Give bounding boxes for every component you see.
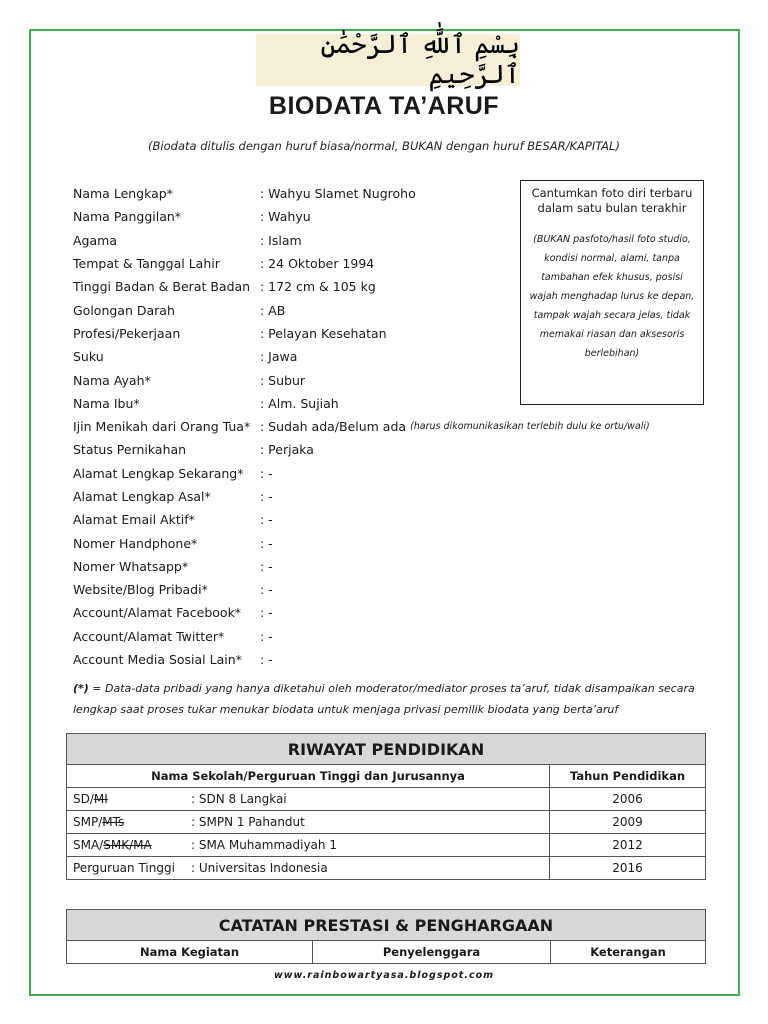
school-cell	[67, 857, 550, 880]
field-parent-permission	[73, 415, 733, 438]
field-whatsapp	[73, 555, 733, 578]
field-value: : Sudah ada/Belum ada	[260, 419, 407, 435]
field-label: Account Media Sosial Lain*	[73, 652, 242, 668]
school-cell	[67, 788, 550, 811]
education-title: RIWAYAT PENDIDIKAN	[67, 734, 706, 765]
field-label: Nama Ibu*	[73, 395, 140, 411]
school-cell	[67, 834, 550, 857]
level-text: SMP/	[73, 815, 103, 829]
field-label: Profesi/Pekerjaan	[73, 325, 181, 341]
level-struck: MTs	[102, 815, 125, 829]
level-text: SMA/	[73, 838, 104, 852]
field-website	[73, 578, 733, 601]
photo-placeholder-box	[520, 180, 704, 405]
col-year-header: Tahun Pendidikan	[550, 765, 706, 788]
table-row	[67, 811, 706, 834]
field-label: Website/Blog Pribadi*	[73, 582, 208, 598]
field-value: : -	[260, 558, 273, 574]
field-label: Nama Ayah*	[73, 372, 151, 388]
year-cell: 2006	[550, 788, 706, 811]
footer-website: www.rainbowartyasa.blogspot.com	[273, 970, 495, 981]
field-marital-status	[73, 438, 733, 461]
field-note: (harus dikomunikasikan terlebih dulu ke ortu/wali)	[410, 421, 650, 433]
photo-box-note: (BUKAN pasfoto/hasil foto studio, kondisi normal, alami, tanpa tambahan efek khusus, posisi wajah menghadap lurus ke depan, tampak wajah secara jelas, tidak memakai riasan dan aksesoris berlebihan)	[529, 234, 695, 359]
level-struck: SMK/MA	[103, 838, 152, 852]
field-label: Suku	[73, 349, 104, 365]
field-label: Alamat Email Aktif*	[73, 512, 195, 528]
field-value: : -	[260, 652, 273, 668]
bismillah-calligraphy: بِسْمِ ٱللَّٰهِ ٱلرَّحْمَٰنِ ٱلرَّحِيمِ	[256, 34, 520, 86]
document-title: BIODATA TA’ARUF	[268, 92, 500, 120]
field-label: Alamat Lengkap Asal*	[73, 489, 211, 504]
field-handphone	[73, 531, 733, 554]
field-value: : Islam	[260, 232, 302, 248]
field-current-address	[73, 462, 733, 485]
field-value: : Jawa	[260, 349, 298, 365]
school-name: : SDN 8 Langkai	[191, 792, 287, 806]
field-label: Account/Alamat Twitter*	[73, 628, 225, 644]
privacy-footnote	[73, 678, 713, 720]
field-value: : 172 cm & 105 kg	[260, 279, 376, 295]
field-value: : Subur	[260, 372, 306, 388]
education-table	[66, 733, 706, 880]
col-organizer-header: Penyelenggara	[313, 941, 551, 964]
field-facebook	[73, 601, 733, 624]
col-school-header: Nama Sekolah/Perguruan Tinggi dan Jurusannya	[67, 765, 550, 788]
footnote-mark: (*)	[73, 682, 89, 695]
achievements-table	[66, 909, 706, 964]
level-text: Perguruan Tinggi	[73, 861, 175, 875]
field-value: : -	[260, 582, 273, 598]
field-label: Status Pernikahan	[73, 442, 187, 458]
field-other-social	[73, 648, 733, 671]
instruction-text: (Biodata ditulis dengan huruf biasa/normal, BUKAN dengan huruf BESAR/KAPITAL)	[148, 139, 620, 153]
field-label: Account/Alamat Facebook*	[73, 605, 242, 621]
field-label: Nama Panggilan*	[73, 209, 182, 225]
field-label: Tempat & Tanggal Lahir	[73, 256, 220, 272]
field-value: : -	[260, 605, 273, 621]
field-value: : -	[260, 489, 273, 504]
field-label: Nomer Whatsapp*	[73, 558, 189, 574]
year-cell: 2016	[550, 857, 706, 880]
field-value: : -	[260, 512, 273, 528]
level-text: SD/	[73, 792, 94, 806]
level-struck: MI	[93, 792, 108, 806]
field-value: : -	[260, 465, 273, 481]
field-value: : Alm. Sujiah	[260, 395, 339, 411]
year-cell: 2009	[550, 811, 706, 834]
field-value: : 24 Oktober 1994	[260, 256, 375, 272]
achievements-title: CATATAN PRESTASI & PENGHARGAAN	[67, 910, 706, 941]
field-origin-address	[73, 485, 733, 508]
field-value: : Pelayan Kesehatan	[260, 325, 387, 341]
table-row	[67, 788, 706, 811]
field-label: Golongan Darah	[73, 302, 175, 318]
photo-box-title: Cantumkan foto diri terbaru dalam satu bulan terakhir	[531, 186, 693, 215]
school-cell	[67, 811, 550, 834]
school-name: : SMA Muhammadiyah 1	[191, 838, 337, 852]
field-twitter	[73, 625, 733, 648]
col-activity-header: Nama Kegiatan	[67, 941, 313, 964]
field-email	[73, 508, 733, 531]
field-value: : -	[260, 628, 273, 644]
field-value: : -	[260, 535, 273, 551]
school-name: : SMPN 1 Pahandut	[191, 815, 305, 829]
field-label: Nomer Handphone*	[73, 535, 198, 551]
table-row	[67, 834, 706, 857]
footnote-text: = Data-data pribadi yang hanya diketahui oleh moderator/mediator proses ta’aruf, tidak disampaikan secara lengkap saat proses tukar menukar biodata untuk menjaga privasi pemilik biodata yang berta’aruf	[73, 682, 695, 716]
col-notes-header: Keterangan	[551, 941, 706, 964]
field-value: : Perjaka	[260, 442, 314, 458]
year-cell: 2012	[550, 834, 706, 857]
field-label: Ijin Menikah dari Orang Tua*	[73, 419, 251, 435]
field-value: : Wahyu Slamet Nugroho	[260, 186, 416, 202]
field-value: : Wahyu	[260, 209, 311, 225]
school-name: : Universitas Indonesia	[191, 861, 328, 875]
field-label: Agama	[73, 232, 117, 248]
table-row	[67, 857, 706, 880]
field-label: Nama Lengkap*	[73, 186, 173, 202]
field-value: : AB	[260, 302, 286, 318]
field-label: Alamat Lengkap Sekarang*	[73, 465, 244, 481]
field-label: Tinggi Badan & Berat Badan	[73, 279, 251, 295]
